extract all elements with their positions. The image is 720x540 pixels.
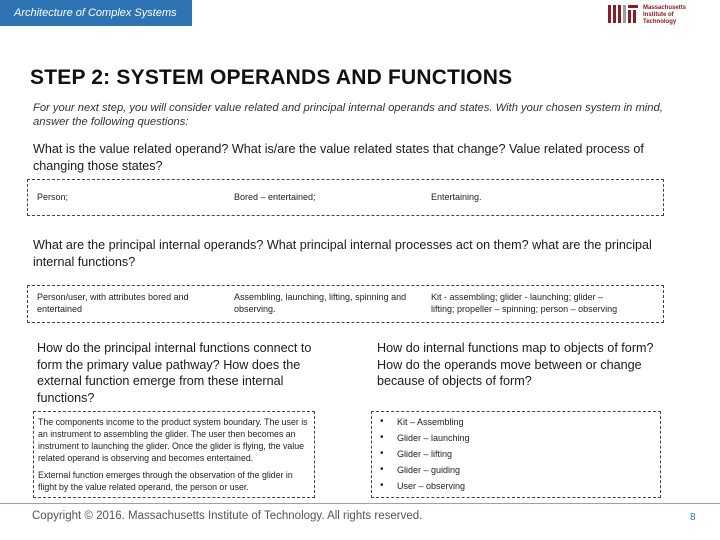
question-internal-operands: What are the principal internal operands? What principal internal processes act on them? what are the principal internal functions?	[33, 238, 652, 269]
answer-states: Bored – entertained;	[234, 192, 316, 202]
mit-wordmark-line: Institute of	[643, 12, 674, 18]
list-item-label: Glider – guiding	[397, 465, 461, 475]
question-value-pathway: How do the principal internal functions connect to form the primary value pathway? How does the external function emerge from these internal functions?	[37, 341, 312, 405]
list-item-label: Glider – launching	[397, 433, 470, 443]
list-item	[380, 414, 660, 430]
answer-box-internal-operands[interactable]	[27, 285, 664, 323]
mit-wordmark-line: Technology	[643, 19, 677, 25]
question-value-operand: What is the value related operand? What is/are the value related states that change? Value related process of changing those states?	[33, 142, 644, 173]
answer-pathway-paragraph: The components income to the product system boundary. The user is an instrument to assembling the glider. The user then becomes an instrument to launching the glider. Once the glider is flying, the value related operand is observing and becomes entertained.	[38, 417, 308, 463]
answer-operand: Person;	[37, 192, 69, 202]
form-mapping-list	[372, 412, 660, 494]
course-title-tab: Architecture of Complex Systems	[0, 0, 192, 26]
answer-internal-functions: Kit - assembling; glider - launching; glider – lifting; propeller – spinning; person – observing	[431, 292, 618, 314]
answer-box-value-pathway[interactable]	[33, 411, 315, 498]
bullet-icon: •	[380, 432, 384, 443]
list-item	[380, 478, 660, 494]
answer-box-value-operand[interactable]	[27, 179, 664, 216]
page-number: 8	[690, 512, 696, 523]
list-item	[380, 446, 660, 462]
footer-divider	[0, 503, 720, 504]
list-item-label: User – observing	[397, 481, 466, 491]
mit-logo-icon	[608, 5, 638, 23]
slide-title: STEP 2: SYSTEM OPERANDS AND FUNCTIONS	[30, 66, 513, 89]
bullet-icon: •	[380, 464, 384, 475]
list-item-label: Glider – lifting	[397, 449, 453, 459]
copyright-notice: Copyright © 2016. Massachusetts Institute of Technology. All rights reserved.	[32, 510, 423, 522]
answer-internal-processes: Assembling, launching, lifting, spinning and observing.	[234, 292, 407, 314]
mit-wordmark-line: Massachusetts	[643, 5, 687, 11]
bullet-icon: •	[380, 480, 384, 491]
intro-text: For your next step, you will consider value related and principal internal operands and states. With your chosen system in mind, answer the following questions:	[33, 102, 663, 128]
answer-box-form-mapping[interactable]	[371, 411, 661, 498]
list-item-label: Kit – Assembling	[397, 417, 464, 427]
list-item	[380, 462, 660, 478]
bullet-icon: •	[380, 416, 384, 427]
list-item	[380, 430, 660, 446]
answer-external-function-paragraph: External function emerges through the observation of the glider in flight by the value related operand, the person or user.	[38, 470, 293, 492]
question-form-mapping: How do internal functions map to objects of form? How do the operands move between or change because of objects of form?	[377, 341, 654, 388]
answer-process: Entertaining.	[431, 192, 482, 202]
bullet-icon: •	[380, 448, 384, 459]
mit-wordmark	[643, 5, 689, 26]
mit-logo	[608, 5, 689, 26]
answer-internal-operands: Person/user, with attributes bored and entertained	[37, 292, 189, 314]
